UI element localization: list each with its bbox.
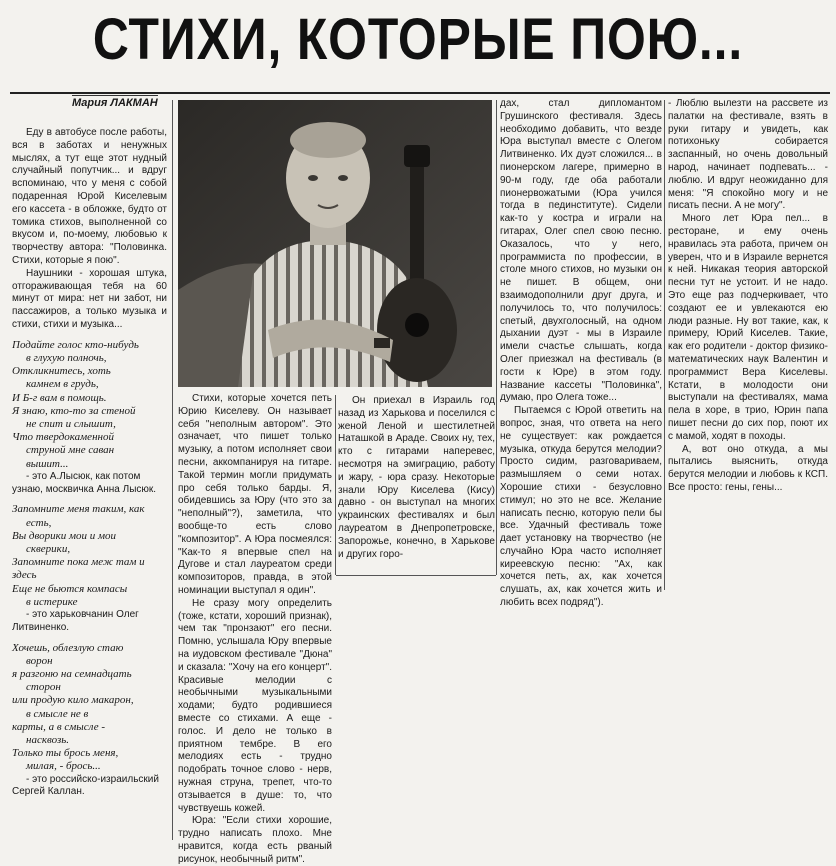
paragraph: Много лет Юра пел... в ресторане, и ему очень нравилась эта работа, причем он уверен, что и в Израиле вернется к ней. Никакая теория авторской песни тут не устоит. И не надо. Это еще раз подчеркивает, что создают ее и увлекаются ею люди разные. Ну вот такие, как, к примеру, Юрий Киселев. Такие, как его родители - доктор физико-математических наук Валентин и программист Вера Киселевы. Кстати, в молодости они выступали на фестивалях, мама пела в хоре, в трио, Юрин папа пишет песни до сих пор, поют их с мамой, ходят в походы. bbox=[668, 213, 828, 442]
column-rule bbox=[664, 100, 665, 590]
poem-line: Что твердокаменной bbox=[12, 431, 114, 444]
poem-line: И Б-г вам в помощь. bbox=[12, 391, 107, 404]
photo-man-with-guitar bbox=[178, 100, 492, 387]
article-column-5 bbox=[668, 98, 828, 598]
article-column-1 bbox=[12, 127, 167, 847]
poem-line: Откликнитесь, хоть bbox=[12, 365, 111, 378]
paragraph: А, вот оно откуда, а мы пытались выяснить, откуда берутся мелодии и любовь к КСП. Все просто: гены, гены... bbox=[668, 443, 828, 493]
paragraph: Не сразу могу определить (тоже, кстати, хороший признак), чем так "пронзают" его песни. Помню, услышала Юру впервые на иудовском фестивале "Дюна" и сказала: "Хочу на его концерт". Красивые мелодии с необычными музыкальными ходами; будто родившиеся вместе со стихами. А еще - голос. И дело не только в приятном тембре. В его мелодиях есть - трудно подобрать точное слово - нерв, нужная струна, трепет, что-то отзывается в душе: то, что чувствуешь кожей. bbox=[178, 597, 332, 814]
poem-line: Я знаю, кто-то за стеной bbox=[12, 404, 136, 417]
photo-illustration bbox=[178, 100, 492, 387]
poem-line: Еще не бьются компасы bbox=[12, 582, 128, 595]
paragraph: Он приехал в Израиль год назад из Харькова и поселился с женой Леной и шестилетней Наташкой в Араде. Своих ну, тех, кто с гитарами наперевес, несмотря на эмиграцию, работу и жару, - юра сразу. Некоторые знали Юру Киселева (Кису) давно - он выступал на многих украинских фестивалях и был лауреатом в Днепропетровске, Запорожье, конечно, в Харькове и других горо- bbox=[338, 395, 495, 560]
poem-line: камнем в грудь, bbox=[26, 378, 99, 391]
article-column-2 bbox=[178, 393, 332, 865]
paragraph: - Люблю вылезти на рассвете из палатки на фестивале, взять в руки гитару и увидеть, как потихоньку собирается заспанный, но очень довольный народ, начинает подпевать... - люблю. И вдруг неожиданно для меня: "Я спокойно могу и не писать песни. А не могу". bbox=[668, 98, 828, 212]
poem-line: в глухую полночь, bbox=[26, 351, 107, 364]
paragraph: Наушники - хорошая штука, отгораживающая тебя на 60 минут от мира: нет ни забот, ни пассажиров, а только музыка и стихи, стихи и музыка... bbox=[12, 267, 167, 330]
poem-attribution: - это российско-израильский Сергей Каллан. bbox=[12, 773, 159, 798]
poem-line: струной мне саван bbox=[26, 444, 115, 457]
headline-rule bbox=[10, 92, 830, 94]
poem-line: в истерике bbox=[26, 595, 78, 608]
paragraph: Еду в автобусе после работы, вся в заботах и ненужных мыслях, а тут еще этот нудный случайный попутчик... и вдруг вспоминаю, что у меня с собой подаренная Юрой Киселевым его кассета - в обложке, будто от томика стихов, выполненной со вкусом и, по-моему, любовью к творчеству автора: "Половинка. Стихи, которые я пою". bbox=[12, 127, 167, 266]
poem-line: вышит... bbox=[26, 457, 69, 470]
poem-line: или продую кило макарон, bbox=[12, 694, 134, 707]
poem-line: милая, - брось... bbox=[26, 760, 101, 773]
poem-line: здесь bbox=[12, 569, 37, 582]
headline: СТИХИ, КОТОРЫЕ ПОЮ... bbox=[92, 7, 744, 72]
poem-line: я разгоню на семнадцать bbox=[12, 668, 132, 680]
column-rule bbox=[496, 100, 497, 575]
poem-attribution: - это харьковчанин Олег Литвиненко. bbox=[12, 609, 139, 633]
poem-line: в смысле не в bbox=[26, 707, 89, 720]
article-column-3 bbox=[338, 395, 495, 595]
poem-attribution: - это А.Лысюк, как потом узнаю, москвичка Анна Лысюк. bbox=[12, 470, 157, 495]
paragraph: Стихи, которые хочется петь Юрию Киселеву. Он называет себя "неполным автором". Это означает, что пишет только музыку, а потом исполняет свои песни, аккомпанируя на гитаре. Такой термин могли придумать про себя только барды. Я, обидевшись за Юру (что это за "неполный"?), заметила, что вообще-то есть слово "композитор". А Юра посмеялся: "Как-то я впервые спел на Дугове и стал лауреатом среди композиторов, правда, в этой номинации выступал я один". bbox=[178, 393, 332, 596]
byline: Мария ЛАКМАН bbox=[72, 97, 158, 109]
poem-line: карты, а в смысле - bbox=[12, 720, 105, 733]
poem-line: Хочешь, облезлую стаю bbox=[12, 641, 124, 654]
poem-line: сторон bbox=[26, 681, 61, 694]
column-rule bbox=[336, 575, 496, 576]
paragraph: дах, стал дипломантом Грушинского фестиваля. Здесь необходимо добавить, что везде Юра выступал вместе с Олегом Литвиненко. Их дуэт сложился... в пионерском лагере, примерно в 90-м году, где оба работали пионервожатыми (Юра учился тогда в пединституте). Сидели как-то у костра и играли на гитарах, Олег спел свою песню. Оказалось, что у него, программиста по профессии, в столе много стихов, но музыки он не пишет. В общем, они взаимодополнили друг друга, и получилось то, что получилось: спетый, двухголосный, на одном дыхании дуэт - мы в Израиле имели счастье слышать, когда Олег приезжал на фестиваль (в гости к Юре) в этом году. Название кассеты "Половинка", думаю, про Олега тоже... bbox=[500, 98, 662, 404]
poem-quote-1 bbox=[12, 339, 167, 471]
poem-line: Запомните меня таким, как bbox=[12, 503, 145, 516]
poem-line: ворон bbox=[26, 654, 53, 667]
poem-line: не спит и слышит, bbox=[26, 417, 116, 430]
poem-line: Запомните пока меж там и bbox=[12, 556, 145, 569]
column-rule bbox=[335, 395, 336, 575]
paragraph: Юра: "Если стихи хорошие, трудно написать плохо. Мне нравится, когда есть рваный рисунок, необычный ритм". bbox=[178, 815, 332, 865]
poem-line: Только ты брось меня, bbox=[12, 747, 119, 760]
article-column-4 bbox=[500, 98, 662, 609]
poem-line: скверики, bbox=[26, 542, 71, 555]
poem-quote-2 bbox=[12, 503, 167, 609]
poem-line: Подайте голос кто-нибудь bbox=[12, 338, 139, 351]
poem-quote-3 bbox=[12, 642, 167, 774]
poem-line: Вы дворики мои и мои bbox=[12, 529, 117, 542]
paragraph: Пытаемся с Юрой ответить на вопрос, зная, что ответа на него не существует: как рождается музыка, откуда берутся мелодии? Просто сидим, разговариваем, размышляем о семи нотах. Хорошие стихи - безусловно стимул; но это не все. Желание написать песню, которую пели бы все. Удачный фестиваль тоже дает установку на творчество (не случайно Юра часто исполняет киреевскую песню: "Ах, как хочется петь, ах, как хочется слушать, ах, как хочется жить и любить всех подряд"). bbox=[500, 405, 662, 609]
poem-line: насквозь. bbox=[26, 734, 70, 747]
poem-line: есть, bbox=[26, 516, 52, 529]
column-rule bbox=[172, 100, 173, 840]
